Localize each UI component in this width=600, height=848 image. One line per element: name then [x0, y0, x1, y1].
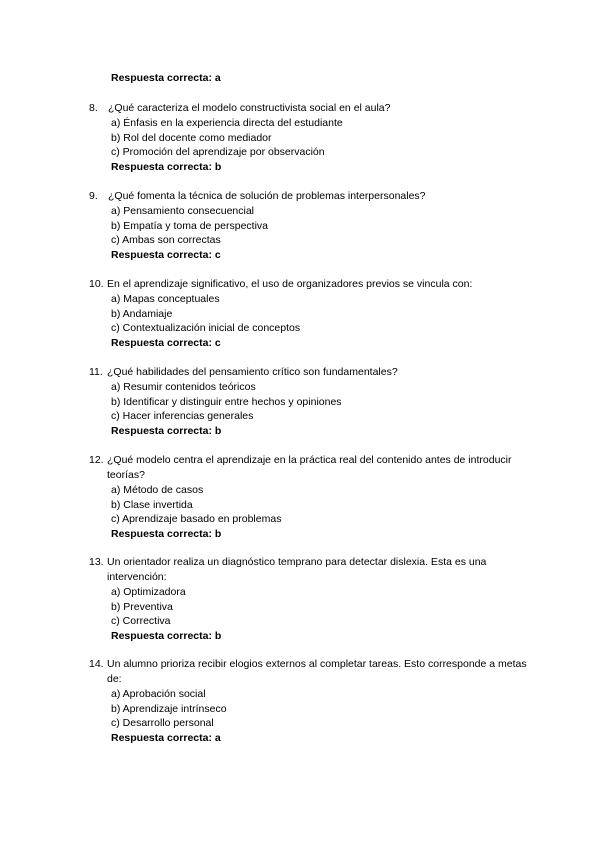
question-number: 8. — [89, 102, 98, 114]
option-c: c) Ambas son correctas — [111, 234, 221, 247]
option-b: b) Empatía y toma de perspectiva — [111, 219, 268, 232]
question-text: ¿Qué modelo centra el aprendizaje en la práctica real del contenido antes de introducir teorías? — [107, 454, 512, 481]
question-text: En el aprendizaje significativo, el uso de organizadores previos se vincula con: — [107, 278, 473, 290]
question-number: 9. — [89, 190, 98, 202]
option-a: a) Resumir contenidos teóricos — [111, 381, 256, 393]
question-number: 10. — [89, 278, 104, 290]
option-a: a) Método de casos — [111, 484, 204, 496]
correct-answer: Respuesta correcta: b — [111, 527, 222, 540]
correct-answer: Respuesta correcta: c — [111, 336, 221, 349]
correct-answer: Respuesta correcta: b — [111, 424, 222, 437]
option-list — [111, 483, 281, 541]
option-b: b) Identificar y distinguir entre hechos y opiniones — [111, 395, 342, 408]
correct-answer: Respuesta correcta: b — [111, 160, 222, 173]
option-c: c) Aprendizaje basado en problemas — [111, 513, 282, 526]
option-b: b) Clase invertida — [111, 498, 193, 511]
question-text: Un alumno prioriza recibir elogios externos al completar tareas. Esto corresponde a metas de: — [107, 658, 527, 685]
option-a: a) Énfasis en la experiencia directa del estudiante — [111, 117, 343, 129]
option-c: c) Hacer inferencias generales — [111, 410, 254, 423]
option-b: b) Preventiva — [111, 600, 173, 613]
option-b: b) Aprendizaje intrínseco — [111, 702, 227, 715]
option-b: b) Rol del docente como mediador — [111, 131, 272, 144]
correct-answer: Respuesta correcta: c — [111, 248, 221, 261]
option-list — [111, 292, 300, 350]
question-number: 11. — [89, 366, 103, 378]
correct-answer: Respuesta correcta: a — [111, 731, 221, 744]
previous-question-answer: Respuesta correcta: a — [111, 72, 221, 84]
option-a: a) Pensamiento consecuencial — [111, 205, 255, 217]
question-number: 14. — [89, 658, 104, 670]
option-list — [111, 585, 221, 643]
option-c: c) Contextualización inicial de conceptos — [111, 322, 301, 335]
question-text: ¿Qué habilidades del pensamiento crítico son fundamentales? — [107, 366, 398, 378]
option-list — [111, 687, 227, 745]
option-c: c) Promoción del aprendizaje por observación — [111, 146, 325, 159]
option-b: b) Andamiaje — [111, 307, 173, 320]
option-list — [111, 380, 342, 438]
question-number: 13. — [89, 556, 104, 568]
option-a: a) Optimizadora — [111, 586, 186, 598]
option-list — [111, 116, 343, 174]
question-text: ¿Qué caracteriza el modelo constructivista social en el aula? — [108, 102, 391, 114]
question-text: Un orientador realiza un diagnóstico temprano para detectar dislexia. Esta es una intervención: — [107, 556, 487, 583]
option-c: c) Desarrollo personal — [111, 717, 214, 730]
option-c: c) Correctiva — [111, 615, 171, 628]
option-a: a) Mapas conceptuales — [111, 293, 220, 305]
option-a: a) Aprobación social — [111, 688, 206, 700]
question-text: ¿Qué fomenta la técnica de solución de problemas interpersonales? — [108, 190, 426, 202]
correct-answer: Respuesta correcta: b — [111, 629, 222, 642]
option-list — [111, 204, 268, 262]
question-number: 12. — [89, 454, 104, 466]
